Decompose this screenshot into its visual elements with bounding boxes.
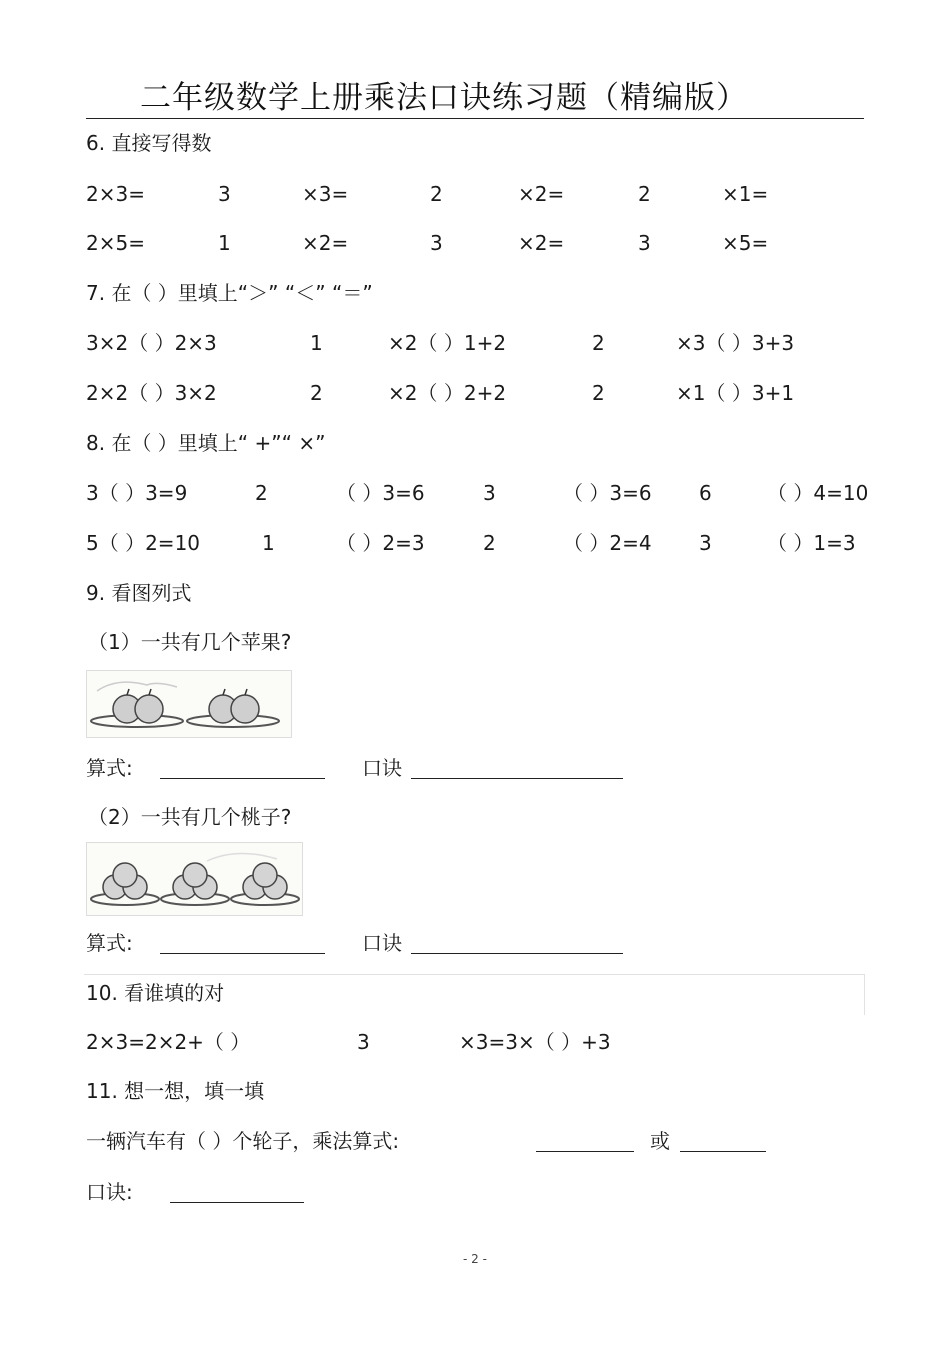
q8-cell: （ ）4=10 [767,481,869,505]
q9-heading: 9. 看图列式 [86,581,192,605]
q11-formula-blank-2[interactable] [680,1131,766,1152]
q9-part1-question: （1）一共有几个苹果? [88,630,292,654]
q6-cell: 3 [430,231,443,255]
q6-cell: 1 [218,231,231,255]
q6-cell: ×5= [722,231,769,255]
q8-cell: （ ）3=6 [336,481,425,505]
q10-heading: 10. 看谁填的对 [86,981,225,1005]
q7-cell: 2 [310,381,323,405]
q8-cell: （ ）1=3 [767,531,856,555]
q9-part2-question: （2）一共有几个桃子? [88,805,292,829]
q6-cell: 2×5= [86,231,145,255]
q6-cell: 2×3= [86,182,145,206]
q9-p2-rhyme-blank[interactable] [411,933,623,954]
q11-rhyme-blank[interactable] [170,1182,304,1203]
q8-cell: （ ）2=3 [336,531,425,555]
q6-cell: 3 [218,182,231,206]
q11-or-label: 或 [650,1129,670,1153]
q9-p1-rhyme-label: 口诀 [362,756,402,780]
q9-p2-formula-label: 算式: [86,931,133,955]
q8-cell: （ ）3=6 [563,481,652,505]
q8-cell: 3 [699,531,712,555]
q10-item: 2×3=2×2+（ ） [86,1030,251,1054]
q7-cell: 2 [592,331,605,355]
title-rule [86,118,864,119]
q6-cell: ×3= [302,182,349,206]
page-title: 二年级数学上册乘法口诀练习题（精编版） [140,80,748,116]
q8-cell: 3 [483,481,496,505]
q11-line1: 一辆汽车有（ ）个轮子，乘法算式: [86,1129,400,1153]
q9-p2-rhyme-label: 口诀 [362,931,402,955]
q7-cell: ×3（ ）3+3 [676,331,795,355]
q11-formula-blank-1[interactable] [536,1131,634,1152]
q11-heading: 11. 想一想，填一填 [86,1079,265,1103]
q8-cell: 1 [262,531,275,555]
q10-item: 3 [357,1030,370,1054]
q6-cell: ×1= [722,182,769,206]
q7-cell: 2 [592,381,605,405]
q11-rhyme-label: 口诀: [86,1180,133,1204]
q8-cell: （ ）2=4 [563,531,652,555]
q7-heading: 7. 在（ ）里填上“＞” “＜” “＝” [86,281,373,305]
q8-cell: 2 [483,531,496,555]
q6-cell: 2 [430,182,443,206]
q9-p1-formula-blank[interactable] [160,758,325,779]
apples-picture [86,670,292,738]
q9-p1-formula-label: 算式: [86,756,133,780]
page-number: - 2 - [463,1252,487,1266]
q7-cell: 2×2（ ）3×2 [86,381,217,405]
q7-cell: ×1（ ）3+1 [676,381,795,405]
q6-cell: 3 [638,231,651,255]
q9-p2-formula-blank[interactable] [160,933,325,954]
q9-p1-rhyme-blank[interactable] [411,758,623,779]
q8-cell: 6 [699,481,712,505]
q7-cell: ×2（ ）1+2 [388,331,507,355]
q6-cell: ×2= [302,231,349,255]
q8-cell: 5（ ）2=10 [86,531,201,555]
q6-cell: 2 [638,182,651,206]
q8-cell: 2 [255,481,268,505]
q6-cell: ×2= [518,231,565,255]
peaches-picture [86,842,303,916]
q6-heading: 6. 直接写得数 [86,131,212,155]
q8-cell: 3（ ）3=9 [86,481,188,505]
q7-cell: 1 [310,331,323,355]
q8-heading: 8. 在（ ）里填上“ +”“ ×” [86,431,326,455]
q10-item: ×3=3×（ ）+3 [459,1030,611,1054]
q6-cell: ×2= [518,182,565,206]
q7-cell: ×2（ ）2+2 [388,381,507,405]
q7-cell: 3×2（ ）2×3 [86,331,217,355]
